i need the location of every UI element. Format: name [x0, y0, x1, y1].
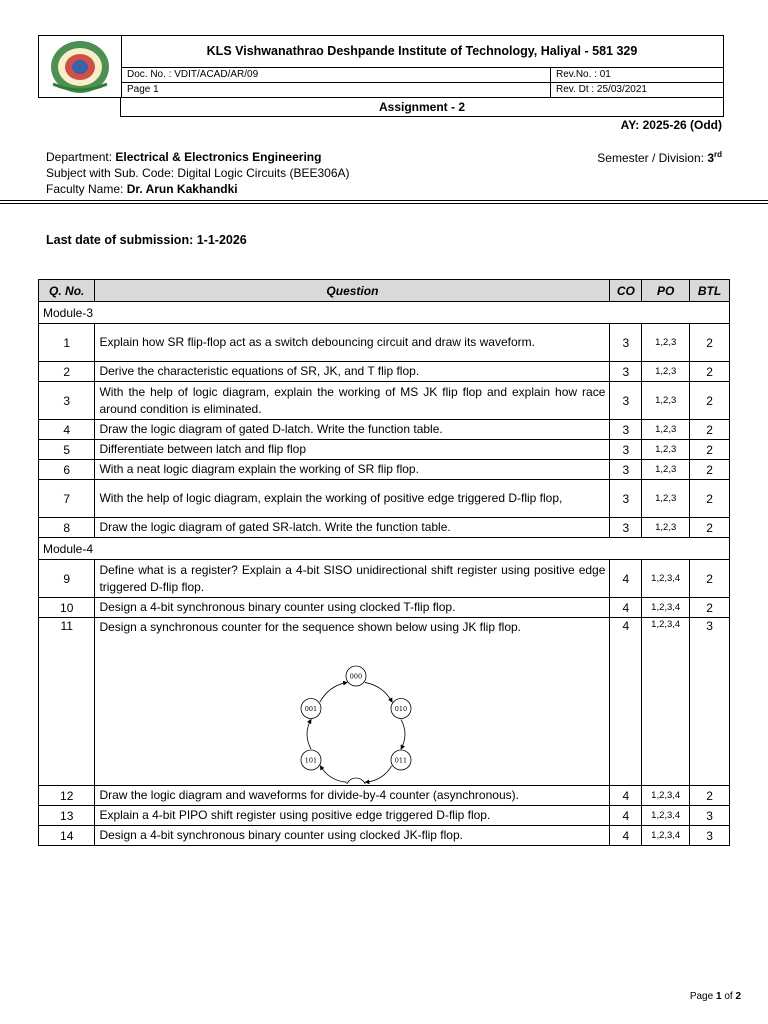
col-header-co: CO [610, 280, 642, 302]
question-text-text: Explain a 4-bit PIPO shift register using positive edge triggered D-flip flop. [99, 808, 491, 822]
table-row [39, 826, 730, 846]
question-text [95, 618, 610, 786]
question-number [39, 618, 95, 786]
btl-value-text: 2 [706, 571, 713, 586]
footer-page-label: Page [689, 991, 714, 1002]
co-value [610, 440, 642, 460]
co-value [610, 382, 642, 420]
co-value-text: 4 [622, 808, 630, 823]
department-value: Electrical & Electronics Engineering [115, 150, 322, 164]
question-number [39, 460, 95, 480]
co-value [610, 786, 642, 806]
subject-line [46, 166, 350, 180]
po-value [642, 806, 690, 826]
question-text [95, 786, 610, 806]
po-value [642, 440, 690, 460]
po-value [642, 480, 690, 518]
state-label: 001 [305, 704, 318, 713]
question-text-text: Differentiate between latch and flip flop [99, 442, 307, 456]
po-value-text: 1,2,3 [655, 464, 677, 475]
faculty-label: Faculty Name: [46, 182, 124, 196]
divider-2 [0, 203, 768, 204]
question-text-text: Draw the logic diagram of gated D-latch. Write the function table. [99, 422, 443, 436]
state-label: 011 [395, 756, 408, 765]
table-row [39, 518, 730, 538]
btl-value [690, 480, 730, 518]
question-number [39, 420, 95, 440]
transition-arrow [307, 719, 311, 749]
question-text-text: With a neat logic diagram explain the working of SR flip flop. [99, 462, 419, 476]
question-number-text: 14 [60, 828, 74, 843]
btl-value-text: 3 [706, 828, 713, 843]
po-value-text: 1,2,3,4 [651, 602, 681, 613]
co-value-text: 3 [622, 393, 630, 408]
table-row [39, 786, 730, 806]
question-number-text: 2 [63, 364, 71, 379]
po-value [642, 460, 690, 480]
revision-number: Rev.No. : 01 [556, 69, 611, 80]
page-label: Page 1 [121, 82, 551, 97]
po-value-text: 1,2,3,4 [651, 830, 681, 841]
transition-arrow [321, 766, 347, 782]
btl-value [690, 460, 730, 480]
meta-row-2 [121, 82, 723, 97]
co-value-text: 4 [622, 600, 630, 615]
po-value [642, 598, 690, 618]
btl-value-text: 2 [706, 442, 713, 457]
question-number-text: 7 [63, 491, 71, 506]
po-value-text: 1,2,3 [655, 366, 677, 377]
table-row [39, 362, 730, 382]
question-number-text: 8 [63, 520, 71, 535]
btl-value-text: 3 [706, 808, 713, 823]
table-row [39, 618, 730, 786]
semester-label: Semester / Division: [597, 151, 704, 165]
question-number-text: 12 [60, 788, 74, 803]
btl-value-text: 2 [706, 491, 713, 506]
btl-value [690, 382, 730, 420]
last-date-submission: Last date of submission: 1-1-2026 [46, 233, 247, 247]
po-value [642, 362, 690, 382]
page-footer [690, 991, 741, 1002]
question-number-text: 6 [63, 462, 71, 477]
po-value-text: 1,2,3,4 [651, 790, 681, 801]
po-value-text: 1,2,3 [655, 522, 677, 533]
btl-value [690, 560, 730, 598]
question-text [95, 420, 610, 440]
question-number [39, 786, 95, 806]
btl-value [690, 826, 730, 846]
col-header-qno: Q. No. [39, 280, 95, 302]
co-value-text: 3 [622, 364, 630, 379]
question-text [95, 382, 610, 420]
question-number [39, 598, 95, 618]
footer-of-label: of [724, 991, 733, 1002]
question-text-text: Derive the characteristic equations of SR, JK, and T flip flop. [99, 364, 420, 378]
subject-label: Subject with Sub. Code: [46, 166, 175, 180]
po-value-text: 1,2,3 [655, 395, 677, 406]
question-number-text: 13 [60, 808, 74, 823]
question-text-text: Explain how SR flip-flop act as a switch debouncing circuit and draw its waveform. [99, 335, 535, 349]
institute-logo-icon [39, 36, 121, 97]
question-text [95, 806, 610, 826]
co-value [610, 518, 642, 538]
table-row [39, 420, 730, 440]
btl-value [690, 362, 730, 382]
btl-value-text: 2 [706, 422, 713, 437]
question-text-text: Design a 4-bit synchronous binary counter using clocked JK-flip flop. [99, 828, 463, 842]
table-row [39, 460, 730, 480]
co-value-text: 3 [622, 442, 630, 457]
state-label: 000 [350, 672, 363, 681]
co-value-text: 4 [622, 619, 630, 633]
co-value-text: 4 [622, 571, 630, 586]
question-number [39, 518, 95, 538]
po-value-text: 1,2,3 [655, 337, 677, 348]
table-row [39, 440, 730, 460]
question-number [39, 440, 95, 460]
question-text [95, 460, 610, 480]
co-value-text: 3 [622, 422, 630, 437]
question-text [95, 560, 610, 598]
question-number-text: 5 [63, 442, 71, 457]
state-label: 101 [305, 756, 318, 765]
po-value [642, 826, 690, 846]
table-row [39, 806, 730, 826]
po-value [642, 324, 690, 362]
btl-value [690, 806, 730, 826]
question-number-text: 4 [63, 422, 71, 437]
btl-value-text: 3 [706, 619, 713, 633]
table-row [39, 324, 730, 362]
po-value-text: 1,2,3,4 [651, 619, 681, 630]
table-header-row [39, 280, 730, 302]
btl-value [690, 598, 730, 618]
question-text [95, 598, 610, 618]
co-value [610, 598, 642, 618]
department-label: Department: [46, 150, 113, 164]
state-label: 010 [395, 704, 408, 713]
module-label: Module-3 [39, 302, 730, 324]
question-text [95, 362, 610, 382]
question-text-text: Define what is a register? Explain a 4-bit SISO unidirectional shift register using positive edge triggered D-flip flop. [99, 562, 606, 594]
department-line [46, 150, 321, 164]
question-number [39, 560, 95, 598]
question-text-text: Design a 4-bit synchronous binary counter using clocked T-flip flop. [99, 600, 456, 614]
question-number-text: 9 [63, 571, 71, 586]
btl-value-text: 2 [706, 600, 713, 615]
question-text [95, 826, 610, 846]
po-value-text: 1,2,3,4 [651, 573, 681, 584]
question-number [39, 480, 95, 518]
module-label: Module-4 [39, 538, 730, 560]
question-number-text: 1 [63, 335, 71, 350]
co-value [610, 560, 642, 598]
po-value [642, 518, 690, 538]
co-value [610, 324, 642, 362]
btl-value-text: 2 [706, 462, 713, 477]
state-node [346, 778, 366, 784]
institute-name: KLS Vishwanathrao Deshpande Institute of Technology, Haliyal - 581 329 [121, 36, 723, 68]
question-text-text: With the help of logic diagram, explain the working of positive edge triggered D-flip flop, [99, 491, 563, 505]
semester-line [597, 150, 722, 165]
footer-total-pages: 2 [735, 991, 741, 1002]
po-value-text: 1,2,3,4 [651, 810, 681, 821]
po-value [642, 420, 690, 440]
co-value-text: 3 [622, 462, 630, 477]
question-number [39, 382, 95, 420]
semester-suffix: rd [714, 150, 722, 159]
po-value [642, 618, 690, 786]
col-header-question: Question [95, 280, 610, 302]
btl-value-text: 2 [706, 788, 713, 803]
co-value-text: 4 [622, 828, 630, 843]
table-row [39, 560, 730, 598]
question-text [95, 324, 610, 362]
question-text [95, 440, 610, 460]
transition-arrow [320, 682, 347, 702]
question-number [39, 362, 95, 382]
co-value-text: 3 [622, 491, 630, 506]
footer-page-number: 1 [715, 991, 722, 1002]
co-value [610, 362, 642, 382]
state-diagram [99, 636, 604, 784]
revision-date: Rev. Dt : 25/03/2021 [556, 84, 647, 95]
co-value [610, 480, 642, 518]
question-number-text: 11 [60, 619, 73, 633]
btl-value-text: 2 [706, 520, 713, 535]
co-value [610, 806, 642, 826]
po-value-text: 1,2,3 [655, 444, 677, 455]
col-header-btl: BTL [690, 280, 730, 302]
co-value [610, 420, 642, 440]
question-text-text: Draw the logic diagram of gated SR-latch. Write the function table. [99, 520, 451, 534]
faculty-line [46, 182, 238, 196]
po-value-text: 1,2,3 [655, 424, 677, 435]
question-text [95, 518, 610, 538]
table-row [39, 480, 730, 518]
po-value [642, 786, 690, 806]
document-header [38, 35, 724, 98]
faculty-value: Dr. Arun Kakhandki [126, 182, 238, 196]
question-table [38, 279, 730, 846]
question-number-text: 10 [60, 600, 74, 615]
table-row [39, 598, 730, 618]
co-value-text: 3 [622, 520, 630, 535]
semester-value: 3 [707, 151, 714, 165]
po-value [642, 560, 690, 598]
question-text-text: Design a synchronous counter for the sequence shown below using JK flip flop. [99, 620, 522, 634]
transition-arrow [401, 719, 405, 749]
btl-value-text: 2 [706, 335, 713, 350]
question-number [39, 826, 95, 846]
btl-value [690, 324, 730, 362]
doc-number: Doc. No. : VDIT/ACAD/AR/09 [121, 67, 551, 82]
question-text [95, 480, 610, 518]
btl-value-text: 2 [706, 393, 713, 408]
logo-cell [39, 36, 122, 97]
btl-value [690, 440, 730, 460]
subject-value: Digital Logic Circuits (BEE306A) [177, 166, 350, 180]
btl-value [690, 518, 730, 538]
po-value [642, 382, 690, 420]
co-value [610, 618, 642, 786]
btl-value [690, 618, 730, 786]
col-header-po: PO [642, 280, 690, 302]
divider-1 [0, 200, 768, 201]
transition-arrow [365, 682, 392, 702]
question-number-text: 3 [63, 393, 71, 408]
btl-value-text: 2 [706, 364, 713, 379]
table-row [39, 382, 730, 420]
co-value [610, 460, 642, 480]
question-number [39, 324, 95, 362]
btl-value [690, 420, 730, 440]
transition-arrow [366, 766, 392, 782]
po-value-text: 1,2,3 [655, 493, 677, 504]
module-4-row [39, 538, 730, 560]
co-value-text: 3 [622, 335, 630, 350]
question-text-text: With the help of logic diagram, explain the working of MS JK flip flop and explain how race around condition is eliminated. [99, 384, 606, 416]
academic-year: AY: 2025-26 (Odd) [620, 118, 722, 132]
co-value-text: 4 [622, 788, 630, 803]
question-text-text: Draw the logic diagram and waveforms for divide-by-4 counter (asynchronous). [99, 788, 519, 802]
meta-row-1 [121, 67, 723, 83]
btl-value [690, 786, 730, 806]
question-number [39, 806, 95, 826]
co-value [610, 826, 642, 846]
assignment-title: Assignment - 2 [120, 98, 724, 117]
module-3-row [39, 302, 730, 324]
